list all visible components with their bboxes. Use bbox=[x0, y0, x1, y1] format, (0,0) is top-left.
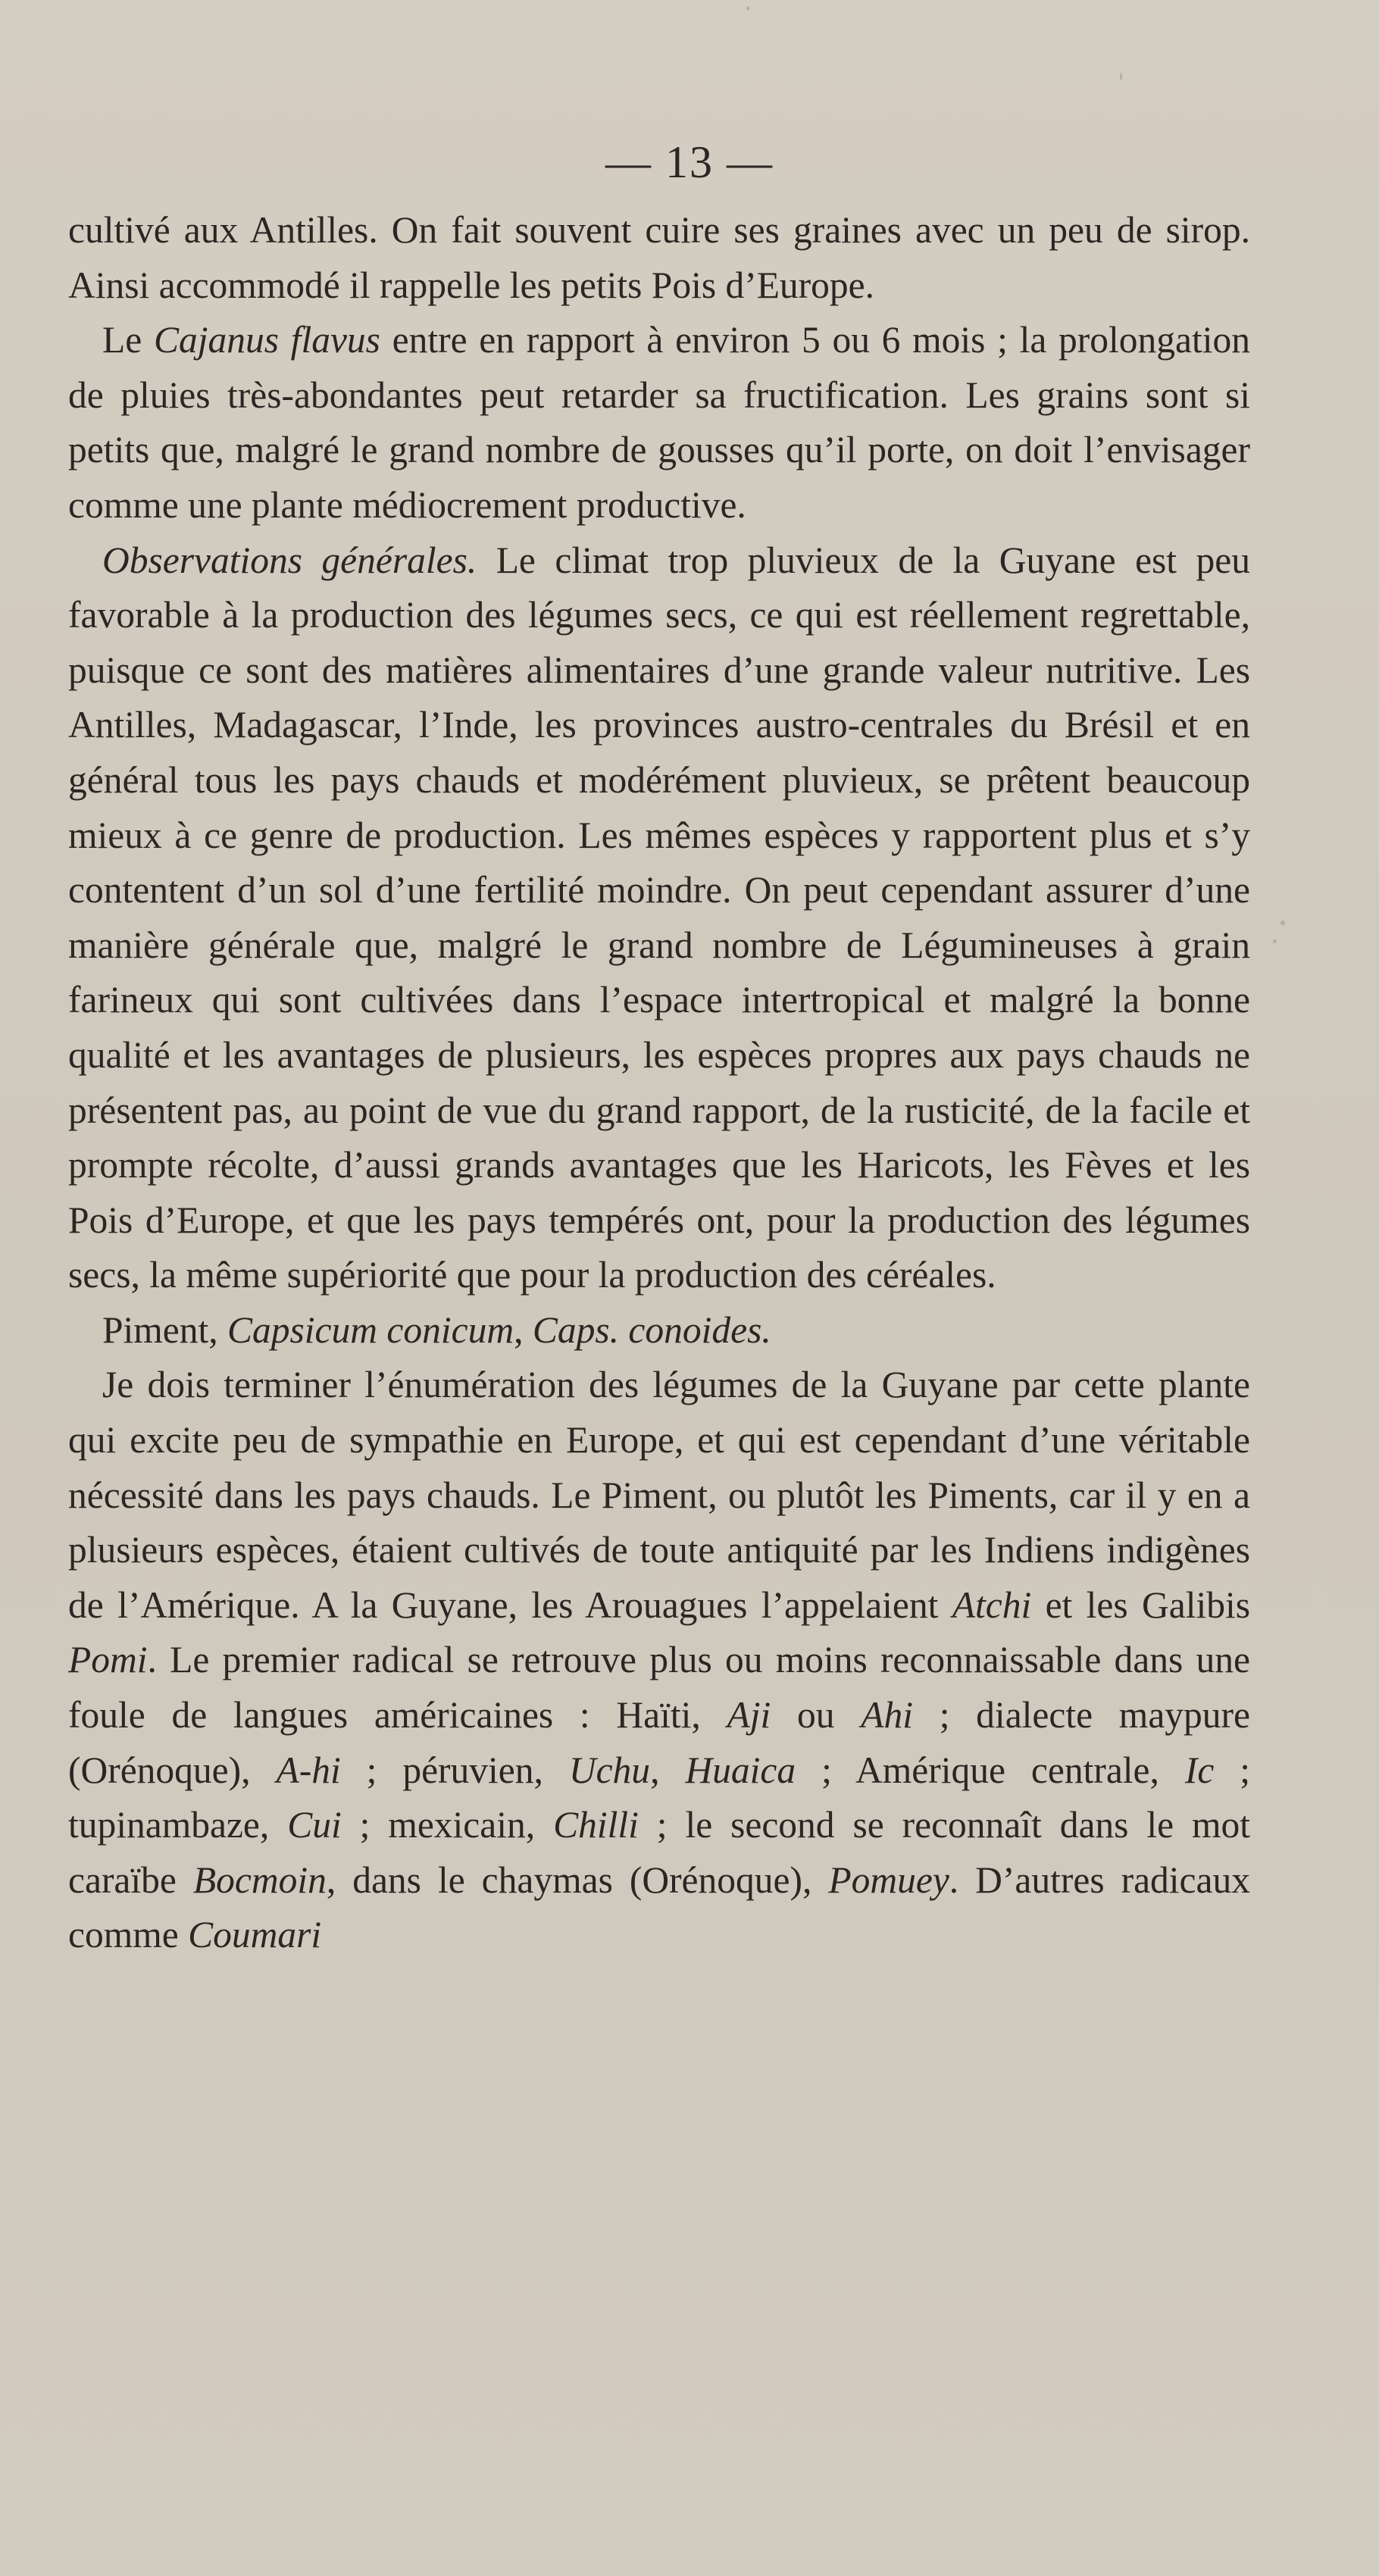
text-segment: , bbox=[514, 1308, 533, 1351]
page-number: — 13 — bbox=[605, 137, 774, 187]
paper-blemish bbox=[1280, 921, 1285, 925]
paragraph-p3 bbox=[68, 533, 1250, 1303]
text-segment: ; le second se reconnaît dans le mot caraïbe bbox=[68, 1804, 1251, 1901]
italic-term: Ic bbox=[1184, 1749, 1215, 1791]
text-segment: . Le premier radical se retrouve plus ou moins reconnaissable dans une foule de langues américaines : Haïti, bbox=[68, 1639, 1250, 1737]
italic-term: Observations générales. bbox=[102, 539, 477, 581]
paper-blemish bbox=[746, 6, 749, 11]
italic-term: Caps. conoides. bbox=[532, 1308, 771, 1351]
paragraph-p5 bbox=[68, 1358, 1250, 1963]
italic-term: Uchu bbox=[568, 1749, 651, 1791]
text-segment: ; Amérique centrale, bbox=[796, 1749, 1185, 1791]
text-segment: Le climat trop pluvieux de la Guyane est peu favorable à la production des légumes secs, ce qui est réellement regrettable, puisque ce sont des matières alimentaires d’une grande valeur nutritive. Les Antilles, Madagascar, l’Inde, les provinces austro-centrales du Brésil et en général tous les pays chauds et modérément pluvieux, se prêtent beaucoup mieux à ce genre de production. Les mêmes espèces y rapportent plus et s’y contentent d’un sol d’une fertilité moindre. On peut cependant assurer d’une manière générale que, malgré le grand nombre de Légumineuses à grain farineux qui sont cultivées dans l’espace intertropical et malgré la bonne qualité et les avantages de plusieurs, les espèces propres aux pays chauds ne présentent pas, au point de vue du grand rapport, de la rusticité, de la facile et prompte récolte, d’aussi grands avantages que les Haricots, les Fèves et les Pois d’Europe, et que les pays tempérés ont, pour la production des légumes secs, la même supériorité que pour la production des céréales. bbox=[68, 539, 1250, 1296]
text-segment: , dans le chaymas (Orénoque), bbox=[326, 1859, 829, 1901]
text-segment: , bbox=[650, 1749, 686, 1791]
paragraph-p4 bbox=[68, 1303, 1250, 1358]
text-segment: ; tupinambaze, bbox=[68, 1749, 1251, 1846]
text-segment: cultivé aux Antilles. On fait souvent cuire ses graines avec un peu de sirop. Ainsi accommodé il rappelle les petits Pois d’Europe. bbox=[68, 209, 1250, 306]
italic-term: Capsicum conicum bbox=[227, 1308, 514, 1351]
paragraph-p1 bbox=[68, 203, 1250, 313]
italic-term: Pomi bbox=[68, 1639, 148, 1681]
text-segment: Le bbox=[102, 319, 154, 361]
text-segment: Je dois terminer l’énumération des légumes de la Guyane par cette plante qui excite peu de sympathie en Europe, et qui est cependant d’une véritable nécessité dans les pays chauds. Le Piment, ou plutôt les Piments, car il y en a plusieurs espèces, étaient cultivés de toute antiquité par les Indiens indigènes de l’Amérique. A la Guyane, les Arouagues l’appelaient bbox=[68, 1364, 1250, 1626]
text-segment: entre en rapport à environ 5 ou 6 mois ; la prolongation de pluies très-abondantes peut retarder sa fructification. Les grains sont si petits que, malgré le grand nombre de gousses qu’il porte, on doit l’envisager comme une plante médiocrement productive. bbox=[68, 319, 1250, 526]
text-segment: et les Galibis bbox=[1031, 1583, 1251, 1626]
paper-blemish bbox=[1273, 939, 1277, 943]
text-segment: ; péruvien, bbox=[340, 1749, 569, 1791]
paragraph-p2 bbox=[68, 313, 1250, 533]
italic-term: A-hi bbox=[276, 1749, 341, 1791]
text-segment: ; dialecte maypure (Orénoque), bbox=[68, 1694, 1250, 1791]
text-segment: ou bbox=[771, 1694, 861, 1737]
text-segment: ; mexicain, bbox=[341, 1804, 554, 1846]
italic-term: Atchi bbox=[952, 1583, 1032, 1626]
italic-term: Chilli bbox=[553, 1804, 639, 1846]
italic-term: Cui bbox=[287, 1804, 342, 1846]
italic-term: Ahi bbox=[861, 1694, 913, 1737]
text-segment: . D’autres radicaux comme bbox=[68, 1859, 1250, 1956]
italic-term: Coumari bbox=[188, 1914, 322, 1956]
italic-term: Bocmoin bbox=[192, 1859, 327, 1901]
italic-term: Huaica bbox=[685, 1749, 796, 1791]
body-text bbox=[68, 203, 1250, 1963]
text-segment: Piment, bbox=[102, 1308, 228, 1351]
italic-term: Aji bbox=[727, 1694, 771, 1737]
italic-term: Cajanus flavus bbox=[153, 319, 380, 361]
paper-blemish bbox=[1120, 73, 1122, 80]
italic-term: Pomuey bbox=[828, 1859, 949, 1901]
